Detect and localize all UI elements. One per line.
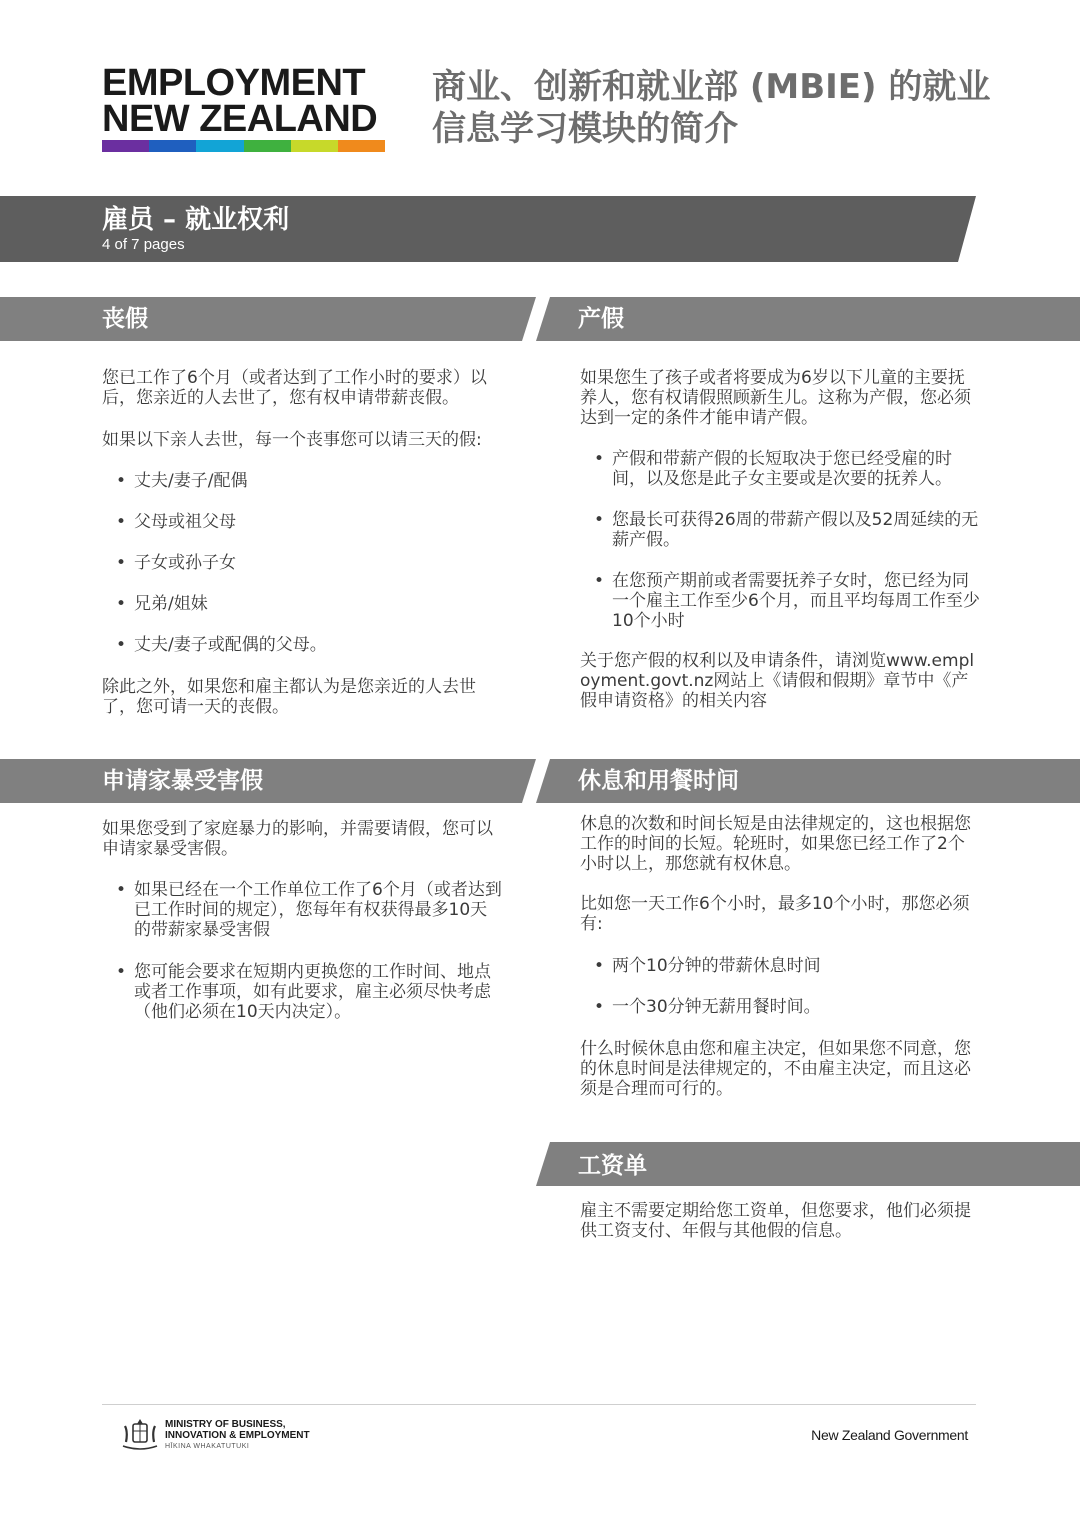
bereavement-relatives-intro: 如果以下亲人去世，每一个丧事您可以请三天的假: — [102, 430, 482, 450]
list-item: • 丈夫/妻子/配偶 — [102, 471, 502, 491]
logo-line-2: NEW ZEALAND — [102, 98, 378, 140]
document-title: 商业、创新和就业部 (MBIE) 的就业信息学习模块的简介 — [432, 67, 991, 149]
section-heading-family-violence: 申请家暴受害假 — [102, 768, 263, 794]
list-item: • 两个10分钟的带薪休息时间 — [580, 956, 980, 976]
nz-coat-of-arms-icon — [120, 1416, 160, 1454]
section-heading-bereavement: 丧假 — [102, 306, 148, 332]
section-bar-bereavement — [0, 297, 536, 341]
page-banner-title: 雇员 – 就业权利 — [102, 205, 290, 235]
ministry-line-3: HĪKINA WHAKATUTUKI — [165, 1443, 250, 1450]
nz-government-logo: New Zealand Government — [811, 1427, 968, 1443]
footer-divider — [102, 1404, 976, 1405]
logo-color-stripe — [102, 140, 385, 152]
list-item: • 兄弟/姐妹 — [102, 594, 502, 614]
page-counter: 4 of 7 pages — [102, 236, 185, 253]
section-heading-payslips: 工资单 — [578, 1153, 647, 1179]
bereavement-intro: 您已工作了6个月（或者达到了工作小时的要求）以后，您亲近的人去世了，您有权申请带薪丧假。 — [102, 368, 487, 408]
family-violence-list — [102, 880, 502, 1022]
list-item: • 父母或祖父母 — [102, 512, 502, 532]
breaks-list — [580, 956, 980, 1017]
list-item: • 一个30分钟无薪用餐时间。 — [580, 997, 980, 1017]
list-item: • 丈夫/妻子或配偶的父母。 — [102, 635, 502, 655]
ministry-logo-text — [165, 1419, 310, 1452]
list-item: • 子女或孙子女 — [102, 553, 502, 573]
breaks-example: 比如您一天工作6个小时，最多10个小时，那您必须有: — [580, 894, 970, 934]
breaks-intro: 休息的次数和时间长短是由法律规定的，这也根据您工作的时间的长短。轮班时，如果您已经工作了2个小时以上，那您就有权休息。 — [580, 814, 971, 874]
list-item: • 产假和带薪产假的长短取决于您已经受雇的时间，以及您是此子女主要或是次要的抚养人。 — [580, 449, 980, 489]
section-bar-family-violence — [0, 759, 536, 803]
section-heading-parental: 产假 — [578, 306, 624, 332]
ministry-line-2: INNOVATION & EMPLOYMENT — [165, 1430, 310, 1441]
payslips-text: 雇主不需要定期给您工资单，但您要求，他们必须提供工资支付、年假与其他假的信息。 — [580, 1201, 971, 1241]
bereavement-other: 除此之外，如果您和雇主都认为是您亲近的人去世了，您可请一天的丧假。 — [102, 677, 476, 717]
parental-more-info: 关于您产假的权利以及申请条件，请浏览www.employment.govt.nz网站上《请假和假期》章节中《产假申请资格》的相关内容 — [580, 651, 975, 711]
list-item: • 在您预产期前或者需要抚养子女时，您已经为同一个雇主工作至少6个月，而且平均每周工作至少10个小时 — [580, 571, 980, 631]
section-heading-breaks: 休息和用餐时间 — [578, 768, 739, 794]
list-item: • 您最长可获得26周的带薪产假以及52周延续的无薪产假。 — [580, 510, 980, 550]
breaks-rules: 什么时候休息由您和雇主决定，但如果您不同意，您的休息时间是法律规定的，不由雇主决定，而且这必须是合理而可行的。 — [580, 1039, 971, 1099]
parental-intro: 如果您生了孩子或者将要成为6岁以下儿童的主要抚养人，您有权请假照顾新生儿。这称为产假，您必须达到一定的条件才能申请产假。 — [580, 368, 971, 428]
list-item: • 如果已经在一个工作单位工作了6个月（或者达到已工作时间的规定），您每年有权获得最多10天的带薪家暴受害假 — [102, 880, 502, 940]
bereavement-relatives-list — [102, 471, 502, 655]
ministry-line-1: MINISTRY OF BUSINESS, — [165, 1419, 286, 1430]
logo-line-1: EMPLOYMENT — [102, 62, 366, 104]
parental-conditions-list — [580, 449, 980, 631]
family-violence-intro: 如果您受到了家庭暴力的影响，并需要请假，您可以申请家暴受害假。 — [102, 819, 493, 859]
list-item: • 您可能会要求在短期内更换您的工作时间、地点或者工作事项，如有此要求，雇主必须尽快考虑（他们必须在10天内决定）。 — [102, 962, 502, 1022]
